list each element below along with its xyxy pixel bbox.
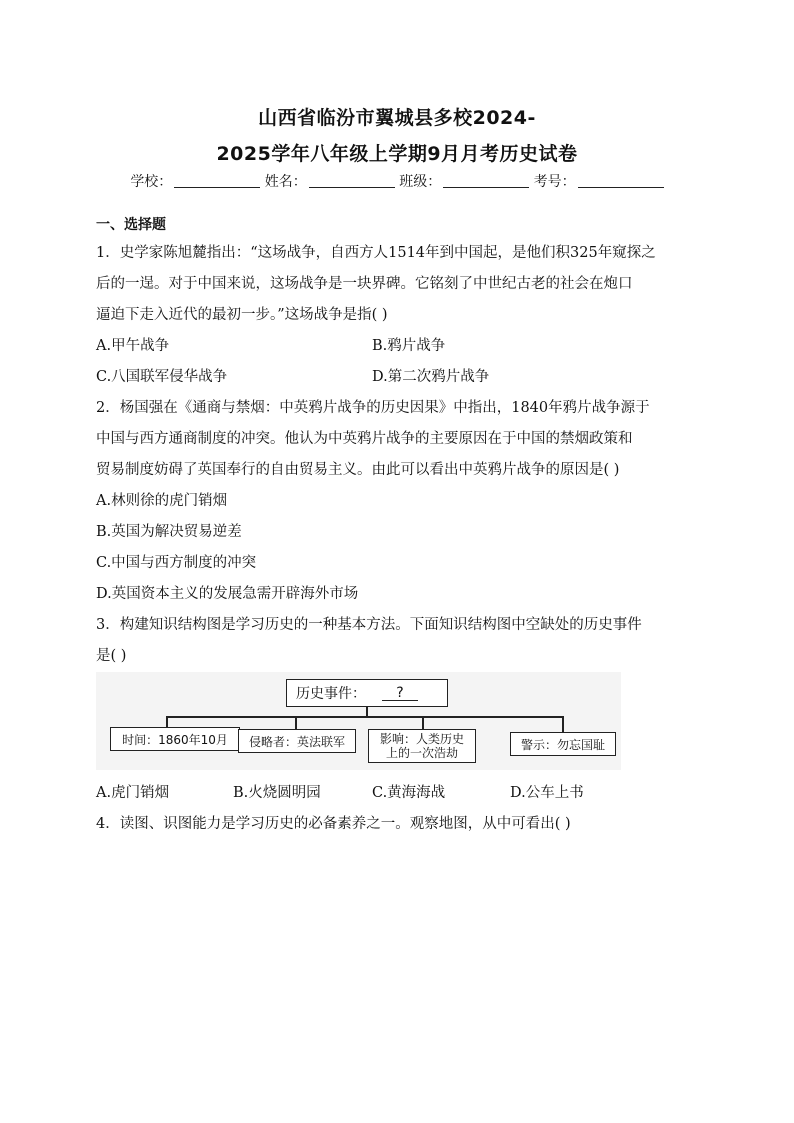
school-label: 学校： xyxy=(130,174,173,190)
q1-option-b[interactable]: B.鸦片战争 xyxy=(372,338,446,354)
knowledge-structure-diagram xyxy=(96,672,621,770)
name-field xyxy=(265,171,395,191)
diagram-impact-line1: 影响：人类历史 xyxy=(379,732,464,746)
q1-option-a[interactable]: A.甲午战争 xyxy=(96,338,170,354)
q2-option-c[interactable]: C.中国与西方制度的冲突 xyxy=(96,555,257,571)
q1-line: 逼迫下走入近代的最初一步。”这场战争是指( ) xyxy=(96,307,388,323)
q1-option-c[interactable]: C.八国联军侵华战争 xyxy=(96,369,228,385)
q3-option-a[interactable]: A.虎门销烟 xyxy=(96,785,170,801)
diagram-blank: ? xyxy=(382,686,418,701)
class-field xyxy=(399,171,529,191)
q2-line: 2．杨国强在《通商与禁烟：中英鸦片战争的历史因果》中指出，1840年鸦片战争源于 xyxy=(96,400,650,416)
class-blank[interactable] xyxy=(443,175,529,188)
q2-option-b[interactable]: B.英国为解决贸易逆差 xyxy=(96,524,242,540)
exam-title-line1: 山西省临汾市翼城县多校2024- xyxy=(258,107,536,129)
q1-line: 后的一逞。对于中国来说，这场战争是一块界碑。它铭刻了中世纪古老的社会在炮口 xyxy=(96,276,633,292)
diagram-box-warning: 警示：勿忘国耻 xyxy=(510,732,616,756)
diagram-connector xyxy=(562,716,564,732)
name-label: 姓名： xyxy=(264,174,307,190)
exam-number-blank[interactable] xyxy=(578,175,664,188)
q3-option-b[interactable]: B.火烧圆明园 xyxy=(233,785,321,801)
exam-number-field xyxy=(534,171,664,191)
diagram-box-impact xyxy=(368,729,476,763)
q1-option-d[interactable]: D.第二次鸦片战争 xyxy=(372,369,490,385)
diagram-box-invader: 侵略者：英法联军 xyxy=(238,729,356,753)
q4-line: 4．读图、识图能力是学习历史的必备素养之一。观察地图，从中可看出( ) xyxy=(96,816,571,832)
q3-line: 3．构建知识结构图是学习历史的一种基本方法。下面知识结构图中空缺处的历史事件 xyxy=(96,617,642,633)
exam-number-label: 考号： xyxy=(533,174,576,190)
diagram-box-time: 时间：1860年10月 xyxy=(110,727,240,751)
diagram-impact-line2: 上的一次浩劫 xyxy=(385,746,458,760)
q3-option-d[interactable]: D.公车上书 xyxy=(510,785,584,801)
exam-title-line2: 2025学年八年级上学期9月月考历史试卷 xyxy=(216,143,578,165)
diagram-top-label: 历史事件： xyxy=(296,686,366,702)
q2-line: 贸易制度妨碍了英国奉行的自由贸易主义。由此可以看出中英鸦片战争的原因是( ) xyxy=(96,462,620,478)
q3-option-c[interactable]: C.黄海海战 xyxy=(372,785,446,801)
school-blank[interactable] xyxy=(174,175,260,188)
q2-line: 中国与西方通商制度的冲突。他认为中英鸦片战争的主要原因在于中国的禁烟政策和 xyxy=(96,431,633,447)
class-label: 班级： xyxy=(399,174,442,190)
diagram-connector xyxy=(166,716,563,718)
q2-option-d[interactable]: D.英国资本主义的发展急需开辟海外市场 xyxy=(96,586,359,602)
diagram-connector xyxy=(295,716,297,729)
diagram-connector xyxy=(166,716,168,727)
q2-option-a[interactable]: A.林则徐的虎门销烟 xyxy=(96,493,228,509)
student-info-row xyxy=(0,171,794,191)
diagram-connector xyxy=(422,716,424,729)
q3-line: 是( ) xyxy=(96,648,127,664)
name-blank[interactable] xyxy=(309,175,395,188)
section-heading: 一、选择题 xyxy=(96,217,166,233)
diagram-top-box xyxy=(286,679,448,707)
q1-line: 1．史学家陈旭麓指出：“这场战争，自西方人1514年到中国起，是他们积325年窥探之 xyxy=(96,245,656,261)
school-field xyxy=(130,171,260,191)
